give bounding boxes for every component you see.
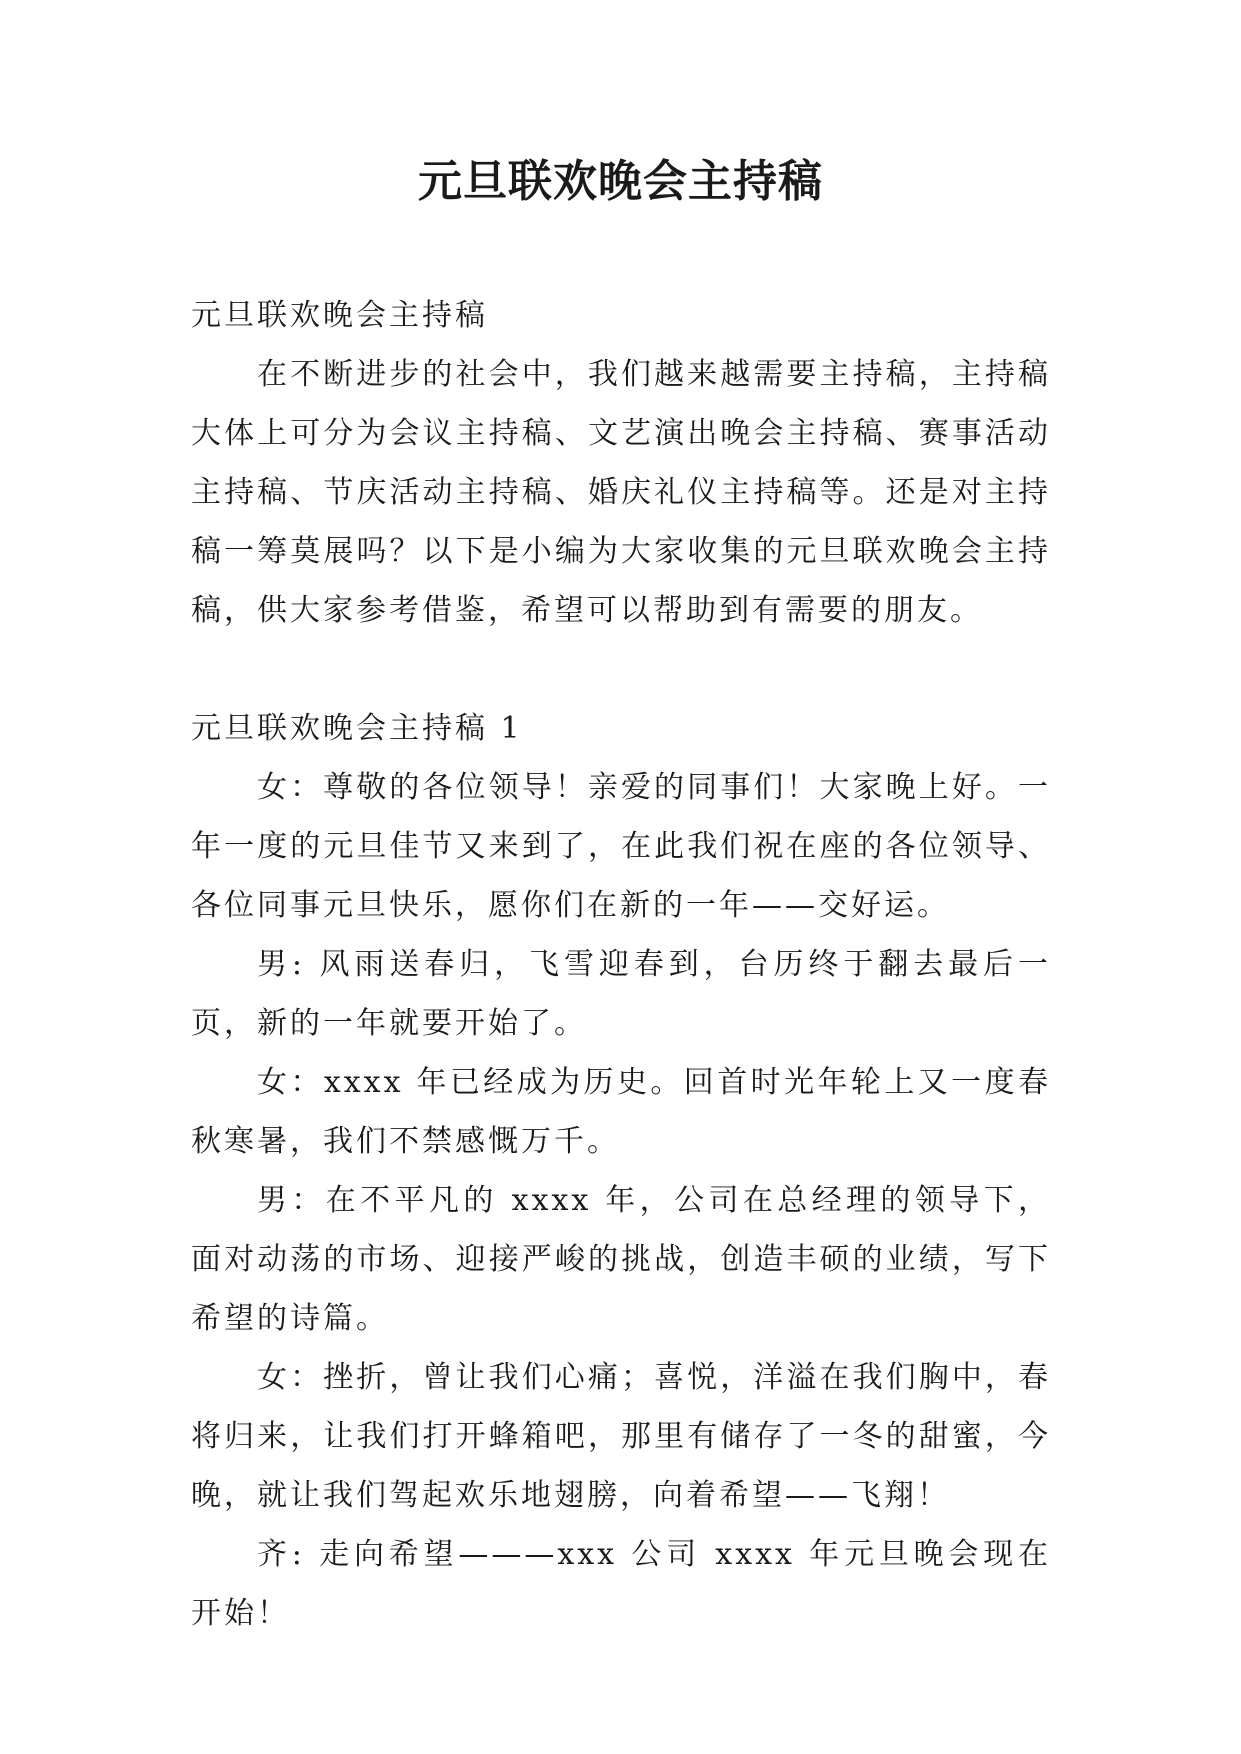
document-body (191, 286, 1051, 1643)
intro-heading: 元旦联欢晚会主持稿 (191, 298, 488, 333)
page-title: 元旦联欢晚会主持稿 (418, 156, 823, 207)
script-paragraph: 女：尊敬的各位领导！亲爱的同事们！大家晚上好。一年一度的元旦佳节又来到了，在此我们祝在座的各位领导、各位同事元旦快乐，愿你们在新的一年——交好运。 (191, 770, 1051, 923)
section-spacer (191, 640, 1051, 699)
intro-paragraph: 在不断进步的社会中，我们越来越需要主持稿，主持稿大体上可分为会议主持稿、文艺演出晚会主持稿、赛事活动主持稿、节庆活动主持稿、婚庆礼仪主持稿等。还是对主持稿一筹莫展吗？以下是小编为大家收集的元旦联欢晚会主持稿，供大家参考借鉴，希望可以帮助到有需要的朋友。 (191, 357, 1051, 628)
script-paragraph: 女：xxxx 年已经成为历史。回首时光年轮上又一度春秋寒暑，我们不禁感慨万千。 (191, 1065, 1051, 1159)
script-paragraph: 男：在不平凡的 xxxx 年，公司在总经理的领导下，面对动荡的市场、迎接严峻的挑战，创造丰硕的业绩，写下希望的诗篇。 (191, 1183, 1051, 1336)
script-paragraph: 男: 风雨送春归，飞雪迎春到，台历终于翻去最后一页，新的一年就要开始了。 (191, 947, 1051, 1041)
script-paragraph: 女：挫折，曾让我们心痛；喜悦，洋溢在我们胸中，春将归来，让我们打开蜂箱吧，那里有储存了一冬的甜蜜，今晚，就让我们驾起欢乐地翅膀，向着希望——飞翔！ (191, 1360, 1051, 1513)
script-paragraph: 齐: 走向希望———xxx 公司 xxxx 年元旦晚会现在开始！ (191, 1537, 1051, 1631)
section-heading: 元旦联欢晚会主持稿 1 (191, 711, 523, 746)
